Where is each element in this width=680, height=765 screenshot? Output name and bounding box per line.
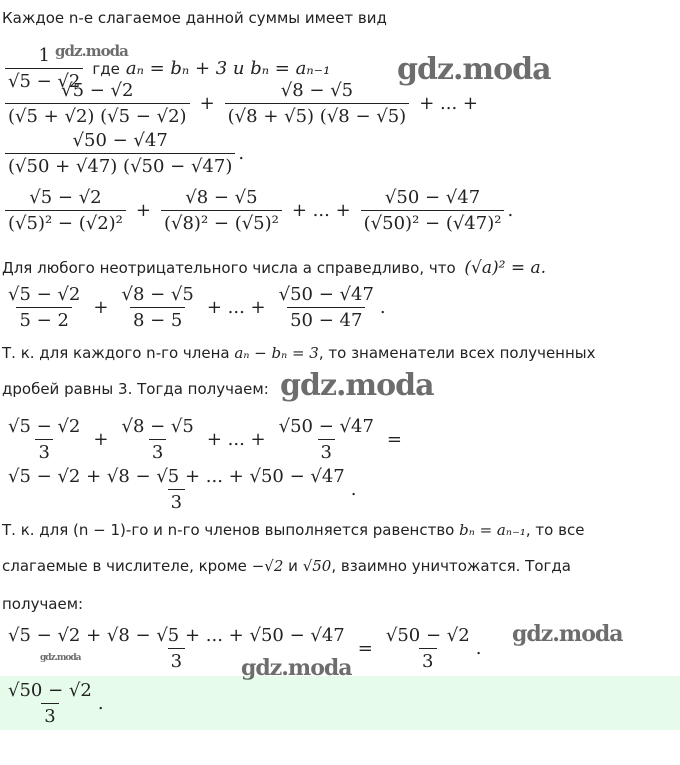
an-bn-expression: aₙ − bₙ = 3 [234, 344, 319, 362]
nth-term-numerator: 1 [38, 45, 50, 66]
fraction-numerator: √5 − √2 + √8 − √5 + ... + √50 − √47 [8, 625, 345, 646]
fraction-denominator: 3 [168, 648, 185, 672]
since-text-end: , то знаменатели всех полученных [318, 344, 596, 362]
answer: $\frac{√50 - √2}{3}$ . [2, 680, 104, 727]
fraction-numerator: √8 − √5 [280, 80, 354, 101]
fraction-denominator: 5 − 2 [16, 307, 71, 331]
fraction-denominator: 3 [318, 439, 335, 463]
watermark: gdz.moda [280, 368, 434, 403]
rule-line [2, 258, 546, 278]
ellipsis: + ... + [206, 429, 266, 450]
sum-line-5: $\frac{√5 - √2}{3}$ + $\frac{√8 - √5}{3}$ + ... + $\frac{√50 - √47}{3}$ = [2, 416, 409, 463]
fraction-denominator: 3 [149, 439, 166, 463]
fraction-numerator: √50 − √47 [384, 187, 481, 208]
bn-equation: bₙ = aₙ₋₁ [459, 521, 526, 539]
rule-text: Для любого неотрицательного числа a справедливо, что [2, 259, 456, 277]
answer-numerator: √50 − √2 [8, 680, 92, 701]
since-text: Т. к. для каждого n-го члена [2, 344, 230, 362]
since-line-4 [2, 557, 571, 575]
fraction-numerator: √5 − √2 [8, 416, 81, 437]
watermark: gdz.moda [55, 42, 128, 60]
fraction-numerator: √50 − √2 [385, 625, 470, 646]
intro-text: Каждое n-е слагаемое данной суммы имеет вид [2, 9, 387, 27]
fraction-numerator: √5 − √2 [8, 284, 81, 305]
fraction-numerator: √50 − √47 [278, 284, 374, 305]
since-line-5: получаем: [2, 595, 84, 613]
fraction-denominator: 50 − 47 [287, 307, 365, 331]
sum-line-1: $\frac{√5 - √2}{(√5 + √2) (√5 - √2)}$ + $\frac{√8 - √5}{(√8 + √5) (√8 - √5)}$ + ... + [2, 80, 485, 127]
nth-term-denominator: √5 − √2 [5, 68, 83, 92]
since-line-3 [2, 521, 584, 539]
fraction-numerator: √8 − √5 [121, 284, 194, 305]
where-expression: aₙ = bₙ + 3 и bₙ = aₙ₋₁ [125, 58, 331, 79]
since-line-2: дробей равны 3. Тогда получаем: [2, 380, 269, 398]
sum-line-7: $\frac{√5 - √2 + √8 - √5 + ... + √50 - √47}{3}$ = $\frac{√50 - √2}{3}$ . [2, 625, 481, 672]
fraction-numerator: √5 − √2 [29, 187, 102, 208]
sum-line-2: $\frac{√50 - √47}{(√50 + √47) (√50 - √47)}$ . [2, 130, 244, 177]
where-label: где [92, 59, 120, 78]
fraction-denominator: 3 [168, 489, 185, 513]
fraction-denominator: 8 − 5 [130, 307, 185, 331]
watermark: gdz.moda [512, 621, 623, 647]
fraction-numerator: √5 − √2 + √8 − √5 + ... + √50 − √47 [8, 466, 345, 487]
fraction-numerator: √8 − √5 [185, 187, 258, 208]
fraction-denominator: (√50)² − (√47)² [361, 210, 505, 234]
fraction-numerator: √50 − √47 [278, 416, 374, 437]
sum-line-4: $\frac{√5 - √2}{5 - 2}$ + $\frac{√8 - √5}{8 - 5}$ + ... + $\frac{√50 - √47}{50 - 47}$ . [2, 284, 386, 331]
answer-denominator: 3 [41, 703, 58, 727]
since3-text: Т. к. для (n − 1)-го и n-го членов выполняется равенство [2, 521, 455, 539]
sum-line-6: $\frac{√5 - √2 + √8 - √5 + ... + √50 - √47}{3}$ . [2, 466, 357, 513]
fraction-numerator: √50 − √47 [72, 130, 168, 151]
ellipsis: + ... + [419, 93, 478, 114]
since3-text-end: , то все [525, 521, 585, 539]
ellipsis: + ... + [291, 200, 351, 221]
fraction-denominator: 3 [35, 439, 52, 463]
fraction-denominator: (√8)² − (√5)² [161, 210, 282, 234]
neg-sqrt2: −√2 [251, 557, 284, 575]
sqrt50: √50 [302, 557, 332, 575]
since4-text: слагаемые в числителе, кроме [2, 557, 247, 575]
fraction-numerator: √8 − √5 [121, 416, 194, 437]
fraction-denominator: 3 [419, 648, 436, 672]
since4-text-end: , взаимно уничтожатся. Тогда [331, 557, 571, 575]
watermark: gdz.moda [397, 52, 551, 87]
fraction-numerator: √5 − √2 [61, 80, 134, 101]
watermark: gdz.moda [40, 653, 81, 663]
fraction-denominator: (√8 + √5) (√8 − √5) [225, 103, 410, 127]
rule-expression: (√a)² = a. [464, 258, 547, 278]
fraction-denominator: (√50 + √47) (√50 − √47) [5, 153, 235, 177]
ellipsis: + ... + [206, 297, 266, 318]
watermark: gdz.moda [241, 655, 352, 681]
sum-line-3: $\frac{√5 - √2}{\text{(√5)² − (√2)²}}$ + $\frac{√8 - √5}{\text{(√8)² − (√5)²}}$ + ... + $\frac{√50 - √47}{\text{(√50)² − (√47)²}}$ . [2, 187, 513, 234]
since-line-1 [2, 344, 596, 362]
fraction-denominator: (√5 + √2) (√5 − √2) [5, 103, 190, 127]
since4-and: и [288, 557, 298, 575]
fraction-denominator: (√5)² − (√2)² [5, 210, 126, 234]
